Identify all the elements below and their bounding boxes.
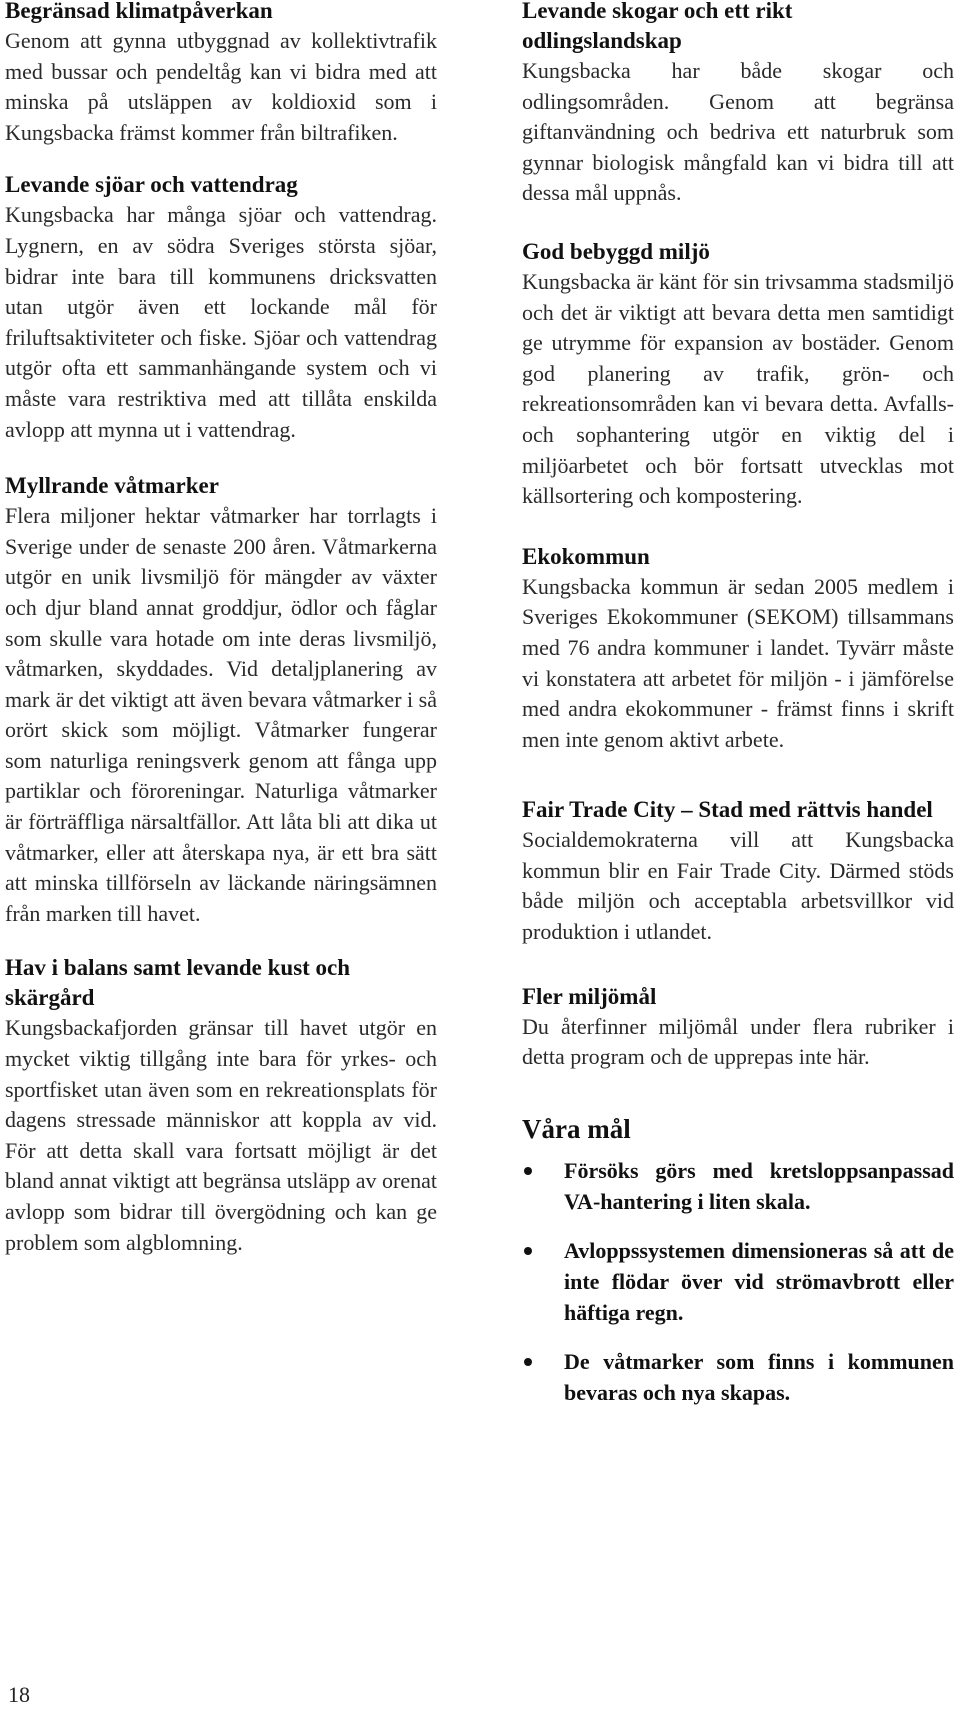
goals-section [522, 1109, 954, 1408]
section-body: Du återfinner miljömål under flera rubriker i detta program och de upprepas inte här. [522, 1013, 954, 1070]
section-body: Kungsbacka är känt för sin trivsamma stadsmiljö och det är viktigt att bevara detta men samtidigt ge utrymme för expansion av bostäder. Genom god planering av trafik, grön- och rekreationsområden kan vi bevara detta. Avfalls- och sophantering utgör en viktig del i miljöarbetet och bör fortsatt utvecklas mot källsortering och kompostering. [522, 268, 954, 509]
section-heading: Myllrande våtmarker [5, 473, 219, 499]
section-heading: Levande skogar och ett rikt odlingslandskap [522, 0, 793, 53]
goals-title: Våra mål [522, 1113, 631, 1144]
section-body: Kungsbackafjorden gränsar till havet utgör en mycket viktig tillgång inte bara för yrkes- och sportfisket utan även som en rekreationsplats för dagens stressade människor att koppla av vid. För att detta skall vara fortsatt möjligt är det bland annat viktigt att begränsa utsläpp av orenat avlopp som bidrar till övergödning och kan ge problem som algblomning. [5, 1015, 437, 1255]
goal-item [522, 1155, 954, 1217]
section-heading: Levande sjöar och vattendrag [5, 172, 298, 198]
section-ekokommun [522, 542, 954, 756]
section-god-bebyggd-miljo [522, 237, 954, 512]
section-heading: Fair Trade City – Stad med rättvis handel [522, 797, 933, 823]
goal-text: De våtmarker som finns i kommunen bevaras och nya skapas. [564, 1348, 954, 1405]
section-heading: Fler miljömål [522, 983, 657, 1009]
left-column [5, 0, 437, 1258]
section-heading: Ekokommun [522, 543, 650, 569]
goal-item [522, 1235, 954, 1328]
bullet-icon [524, 1167, 532, 1175]
section-levande-sjoar [5, 170, 437, 445]
page-number: 18 [8, 1682, 30, 1707]
goal-text: Försöks görs med kretsloppsanpassad VA-hantering i liten skala. [564, 1157, 954, 1214]
section-heading: Begränsad klimatpåverkan [5, 0, 273, 23]
section-body: Kungsbacka kommun är sedan 2005 medlem i Sveriges Ekokommuner (SEKOM) tillsammans med 76 andra kommuner i landet. Tyvärr måste vi konstatera att arbetet för miljön - i jämförelse med andra ekokommuner - främst finns i skrift men inte genom aktivt arbete. [522, 573, 954, 752]
section-body: Flera miljoner hektar våtmarker har torrlagts i Sverige under de senaste 200 åren. Våtmarkerna utgör en unik livsmiljö för mängder av växter och djur bland annat groddjur, ödlor och fåglar som skulle vara hotade om inte deras livsmiljö, våtmarken, skyddades. Vid detaljplanering av mark är det viktigt att även bevara våtmarker i så orört skick som möjligt. Våtmarker fungerar som naturliga reningsverk genom att fånga upp partiklar och föroreningar. Naturliga våtmarker är förträffliga närsaltfällor. Att låta bli att dika ut våtmarker, eller att återskapa nya, är ett bra sätt att minska tillförseln av läckande näringsämnen från marken till havet. [5, 503, 437, 926]
section-fler-miljomal [522, 982, 954, 1073]
section-fair-trade-city [522, 795, 954, 947]
section-begransad-klimatpaverkan [5, 0, 437, 148]
section-body: Genom att gynna utbyggnad av kollektivtrafik med bussar och pendeltåg kan vi bidra med att minska på utsläppen av koldioxid som i Kungsbacka främst kommer från biltrafiken. [5, 28, 437, 145]
section-body: Kungsbacka har många sjöar och vattendrag. Lygnern, en av södra Sveriges största sjöar, bidrar inte bara till kommunens dricksvatten utan utgör även ett lockande mål för friluftsaktiviteter och fiske. Sjöar och vattendrag utgör ofta ett sammanhängande system och vi måste vara restriktiva med att tillåta enskilda avlopp att mynna ut i vattendrag. [5, 202, 437, 442]
goals-list [522, 1155, 954, 1408]
section-hav-i-balans [5, 953, 437, 1258]
bullet-icon [524, 1247, 532, 1255]
right-column [522, 0, 954, 1426]
section-body: Kungsbacka har både skogar och odlingsområden. Genom att begränsa giftanvändning och bedriva ett naturbruk som gynnar biologisk mångfald kan vi bidra till att dessa mål uppnås. [522, 58, 954, 206]
section-heading: Hav i balans samt levande kust och skärgård [5, 955, 351, 1011]
goal-item [522, 1346, 954, 1408]
section-body: Socialdemokraterna vill att Kungsbacka kommun blir en Fair Trade City. Därmed stöds både miljön och acceptabla arbetsvillkor vid produktion i utlandet. [522, 827, 954, 945]
section-myllrande-vatmarker [5, 471, 437, 929]
bullet-icon [524, 1358, 532, 1366]
section-heading: God bebyggd miljö [522, 238, 710, 264]
section-levande-skogar [522, 0, 954, 209]
goal-text: Avloppssystemen dimensioneras så att de inte flödar över vid strömavbrott eller häftiga regn. [564, 1237, 954, 1325]
